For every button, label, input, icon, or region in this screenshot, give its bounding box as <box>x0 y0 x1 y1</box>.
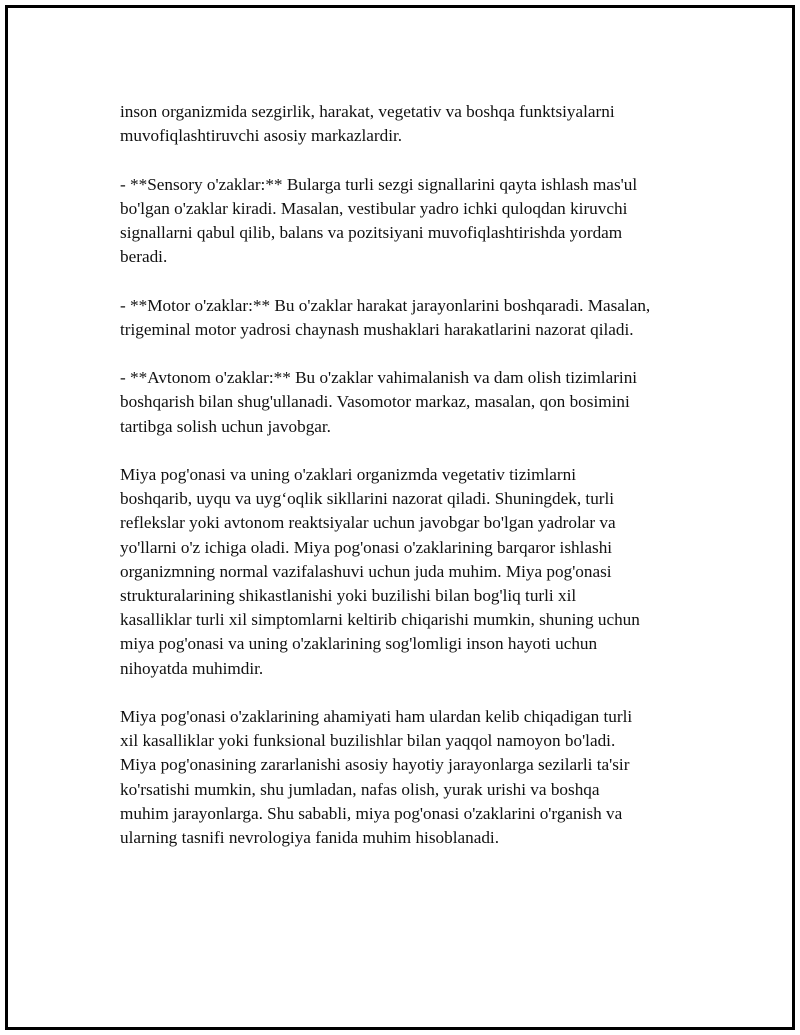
paragraph-intro-continuation: inson organizmida sezgirlik, harakat, vegetativ va boshqa funktsiyalarni muvofiqlashtiruvchi asosiy markazlardir. <box>120 102 615 146</box>
page-frame <box>5 5 795 1030</box>
paragraph-brainstem-functions: Miya pog'onasi va uning o'zaklari organizmda vegetativ tizimlarni boshqarib, uyqu va uyg‘oqlik sikllarini nazorat qiladi. Shuningdek, turli reflekslar yoki avtonom reaktsiyalar uchun javobgar bo'lgan yadrolar va yo'llarni o'z ichiga oladi. Miya pog'onasi o'zaklarining barqaror ishlashi organizmning normal vazifalashuvi uchun juda muhim. Miya pog'onasi strukturalarining shikastlanishi yoki buzilishi bilan bog'liq turli xil kasalliklar turli xil simptomlarni keltirib chiqarishi mumkin, shuning uchun miya pog'onasi va uning o'zaklarining sog'lomligi inson hayoti uchun nihoyatda muhimdir. <box>120 464 640 678</box>
paragraph-autonomic-nuclei: - **Avtonom o'zaklar:** Bu o'zaklar vahimalanish va dam olish tizimlarini boshqarish bilan shug'ullanadi. Vasomotor markaz, masalan, qon bosimini tartibga solish uchun javobgar. <box>120 368 638 436</box>
paragraph-brainstem-significance: Miya pog'onasi o'zaklarining ahamiyati ham ulardan kelib chiqadigan turli xil kasalliklar yoki funksional buzilishlar bilan yaqqol namoyon bo'ladi. Miya pog'onasining zararlanishi asosiy hayotiy jarayonlarga sezilarli ta'sir ko'rsatishi mumkin, shu jumladan, nafas olish, yurak urishi va boshqa muhim jarayonlarga. Shu sababli, miya pog'onasi o'zaklarini o'rganish va ularning tasnifi nevrologiya fanida muhim hisoblanadi. <box>120 707 633 848</box>
document-body <box>120 100 700 874</box>
paragraph-motor-nuclei: - **Motor o'zaklar:** Bu o'zaklar harakat jarayonlarini boshqaradi. Masalan, trigeminal motor yadrosi chaynash mushaklari harakatlarini nazorat qiladi. <box>120 295 651 339</box>
paragraph-sensory-nuclei: - **Sensory o'zaklar:** Bularga turli sezgi signallarini qayta ishlash mas'ul bo'lgan o'zaklar kiradi. Masalan, vestibular yadro ichki quloqdan kiruvchi signallarni qabul qilib, balans va pozitsiyani muvofiqlashtirishda yordam beradi. <box>120 174 638 267</box>
